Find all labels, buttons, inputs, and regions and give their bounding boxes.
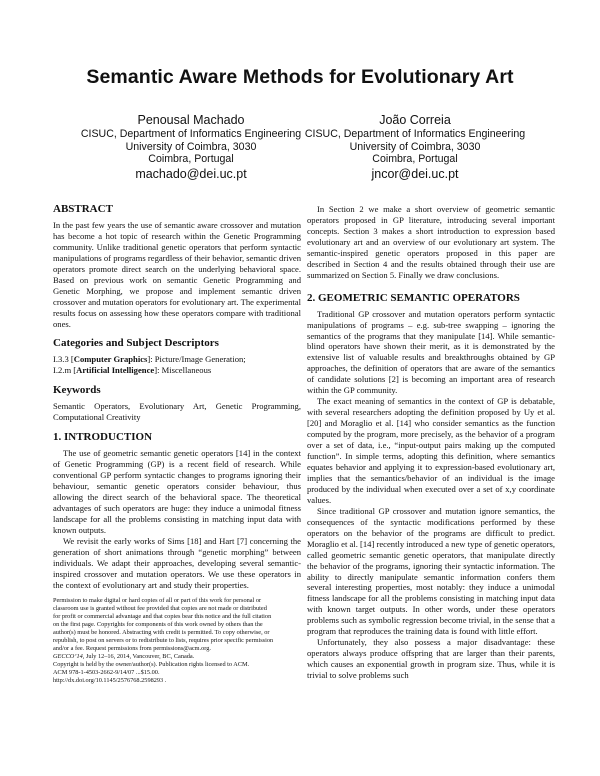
- introduction-paragraph-1: The use of geometric semantic genetic operators [14] in the context of Genetic Programming (GP) is a recent field of research. While conventional GP perform syntactic changes to programs ignoring their behaviour, semantic genetic operators consider behaviour, thus allowing the direct search of the behavioral space. The theoretical advantages of such operators are huge: they induce a unimodal fitness landscape for all the problems consisting in matching input data with known outputs.: [53, 448, 301, 535]
- permission-line: on the first page. Copyrights for components of this work owned by others than the: [53, 620, 263, 628]
- author-university: University of Coimbra, 3030: [125, 140, 257, 153]
- author-email: jncor@dei.uc.pt: [371, 166, 459, 181]
- category-name: Artificial Intelligence: [76, 365, 155, 376]
- conference-name: GECCO’14,: [53, 653, 85, 661]
- overview-paragraph: In Section 2 we make a short overview of geometric semantic operators proposed in GP literature, introducing several important concepts. Section 3 makes a short introduction to expression based evolutionary art and an overview of our evolutionary art system. The semantic-inspired genetic operators proposed in this paper are described in Section 4 and the results obtained through their use are summarized on Section 5. Finally we draw conclusions.: [307, 204, 555, 280]
- section-2-paragraph-2: The exact meaning of semantics in the context of GP is debatable, with several researchers adopting the definition proposed by Uy et al. [20] and Moraglio et al. [14] who consider semantics as the function computed by the program, more precisely, as the behavior of a program over a set of data, i.e., “input-output pairs making up the computed function”. In simple terms, adopting this definition, where semantics equates behavior and applying it to expression-based evolutionary art, implies that the semantics/behavior of an individual is the image produced by the individual when executed over a set of x,y coordinate values.: [307, 396, 555, 505]
- right-column: [307, 204, 555, 681]
- category-line-1: [53, 354, 301, 365]
- permission-line: republish, to post on servers or to redistribute to lists, requires prior specific permission: [53, 637, 274, 645]
- author-affiliation: CISUC, Department of Informatics Engineering: [304, 128, 526, 140]
- category-detail: ]: Picture/Image Generation;: [147, 354, 246, 365]
- section-2-paragraph-3: Since traditional GP crossover and mutation ignore semantics, the consequences of the syntactic modifications performed by these operators on the behavior of the programs are difficult to predict. Moraglio et al. [14] recently introduced a new type of genetic operators, called geometric semantic genetic operators, that manipulate directly the behavior of the programs, ignoring their syntactic information. The ability to directly manipulate semantic information confers them several interesting properties, most notably: they induce a unimodal fitness landscape for all the problems consisting in matching input data with known target outputs. In other words, under these operators problems such as symbolic regression become trivial, in the sense that a program that reproduces the training data is found with little effort.: [307, 505, 555, 637]
- permission-line: author(s) must be honored. Abstracting with credit is permitted. To copy otherwise, or: [53, 628, 270, 636]
- author-university: University of Coimbra, 3030: [349, 140, 481, 153]
- category-line-2: [53, 365, 301, 376]
- conference-line: [53, 653, 301, 661]
- category-code: I.2.m [: [53, 365, 77, 376]
- acm-isbn-line: ACM 978-1-4503-2662-9/14/07 ...$15.00.: [53, 669, 160, 677]
- categories-heading: Categories and Subject Descriptors: [53, 337, 219, 350]
- author-block-2: [290, 112, 540, 182]
- author-affiliation: CISUC, Department of Informatics Engineering: [80, 128, 302, 140]
- permission-line: classroom use is granted without fee provided that copies are not made or distributed: [53, 604, 267, 612]
- left-column: [53, 204, 301, 686]
- permission-line: for profit or commercial advantage and that copies bear this notice and the full citation: [53, 612, 272, 620]
- paper-title: Semantic Aware Methods for Evolutionary Art: [86, 66, 514, 88]
- section-2-paragraph-4: Unfortunately, they also possess a major disadvantage: these operators always produce offspring that are larger than their parents, which causes an exponential growth in program size. Thus, while it is trivial to solve problems such: [307, 637, 555, 681]
- category-name: Computer Graphics: [73, 354, 148, 365]
- doi-line: http://dx.doi.org/10.1145/2576768.2598293 .: [53, 677, 167, 685]
- author-name: João Correia: [379, 113, 451, 127]
- copyright-line: Copyright is held by the owner/author(s). Publication rights licensed to ACM.: [53, 661, 250, 669]
- category-code: I.3.3 [: [53, 354, 74, 365]
- introduction-heading: 1. INTRODUCTION: [53, 431, 153, 444]
- section-2-heading: 2. GEOMETRIC SEMANTIC OPERATORS: [307, 291, 520, 304]
- author-location: Coimbra, Portugal: [148, 153, 234, 166]
- permission-line: and/or a fee. Request permissions from permissions@acm.org.: [53, 645, 212, 653]
- keywords-heading: Keywords: [53, 384, 101, 397]
- author-location: Coimbra, Portugal: [372, 153, 458, 166]
- author-block-1: [66, 112, 316, 182]
- section-2-paragraph-1: Traditional GP crossover and mutation operators perform syntactic manipulations of programs – e.g. sub-tree swapping – ignoring the semantics of the programs that they manipulate [14]. While semantic-blind operators have shown their merit, as it is demonstrated by the extensive list of valuable results and breakthroughs obtained by GP approaches, the definition of operators that are aware of the semantics of candidate solutions [2] is becoming an important area of research within the GP community.: [307, 308, 555, 396]
- conference-details: July 12–16, 2014, Vancouver, BC, Canada.: [84, 653, 195, 661]
- permission-line: Permission to make digital or hard copies of all or part of this work for personal or: [53, 596, 262, 604]
- keywords-text: Semantic Operators, Evolutionary Art, Genetic Programming, Computational Creativity: [53, 401, 301, 423]
- introduction-paragraph-2: We revisit the early works of Sims [18] and Hart [7] concerning the generation of short animations through “genetic morphing” between individuals. We adapt their approaches, developing several semantic-inspired crossover and mutation operators. We use these operators in the context of evolutionary art and study their properties.: [53, 535, 301, 590]
- abstract-heading: ABSTRACT: [53, 203, 113, 215]
- author-name: Penousal Machado: [137, 113, 245, 127]
- category-detail: ]: Miscellaneous: [154, 365, 212, 376]
- author-email: machado@dei.uc.pt: [135, 166, 247, 181]
- abstract-text: In the past few years the use of semantic aware crossover and mutation has become a hot topic of research within the Genetic Programming community. Unlike traditional genetic operators that perform syntactic manipulations of programs regardless of their behavior, semantic driven operators promote direct search on the underlying behavioral space. Based on previous work on semantic Genetic Programming and Genetic Morphing, we propose and implement semantic driven crossover and mutation operators for evolutionary art. The experimental results focus on assessing how these operators compare with traditional ones.: [53, 219, 301, 329]
- permission-block: [53, 597, 301, 686]
